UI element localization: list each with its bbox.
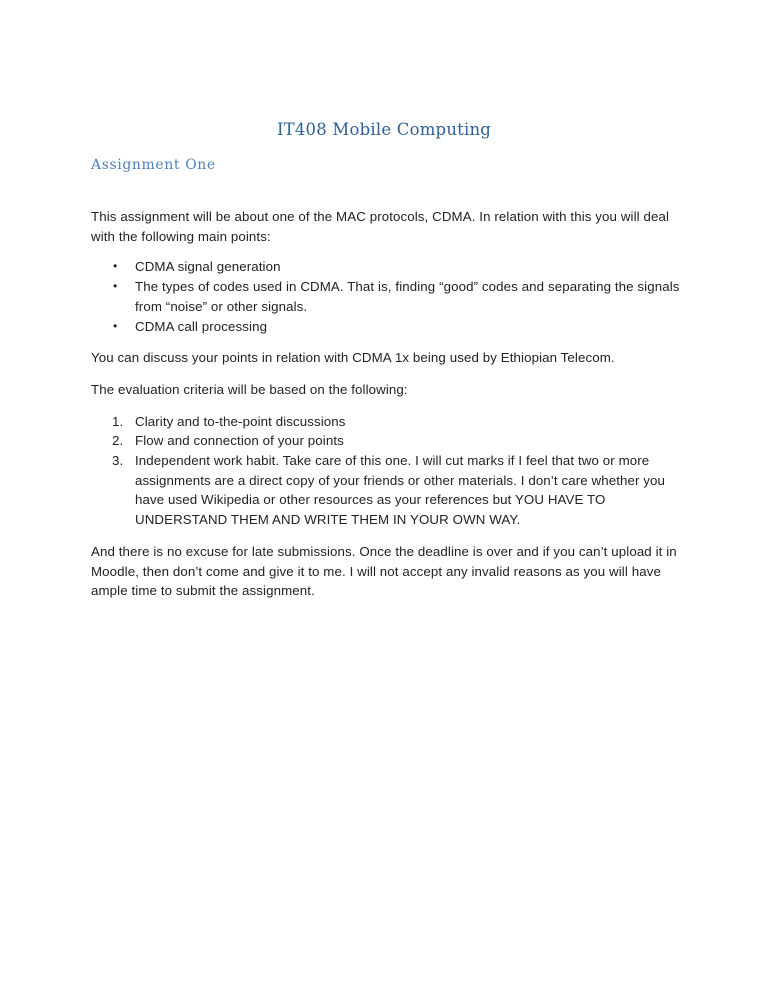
document-body [91,207,681,601]
criteria-text: Clarity and to-the-point discussions [135,413,346,429]
criteria-text: Independent work habit. Take care of this one. I will cut marks if I feel that two or more assignments are a direct copy of your friends or other materials. I don’t care whether you have used Wikipedia or other resources as your references but YOU HAVE TO UNDERSTAND THEM AND WRITE THEM IN YOUR OWN WAY. [135,453,666,528]
closing-paragraph: And there is no excuse for late submissions. Once the deadline is over and if you can’t upload it in Moodle, then don’t come and give it to me. I will not accept any invalid reasons as you will have ample time to submit the assignment. [91,543,677,599]
intro-paragraph: This assignment will be about one of the MAC protocols, CDMA. In relation with this you will deal with the following main points: [91,209,670,244]
criteria-number: 2. [112,433,124,449]
topic-text: The types of codes used in CDMA. That is, finding “good” codes and separating the signals from “noise” or other signals. [135,279,680,314]
topics-list [91,257,681,336]
bullet-marker: • [113,259,118,274]
bullet-marker: • [113,279,118,294]
criteria-list [91,412,681,530]
topic-text: CDMA call processing [135,318,268,334]
topic-text: CDMA signal generation [135,259,281,275]
context-paragraph: You can discuss your points in relation with CDMA 1x being used by Ethiopian Telecom. [91,350,615,366]
criteria-item [91,451,681,530]
criteria-number: 1. [112,413,124,429]
topic-item [91,317,681,337]
topic-item [91,257,681,277]
criteria-item [91,431,681,451]
criteria-text: Flow and connection of your points [135,433,344,449]
criteria-item [91,412,681,432]
bullet-marker: • [113,318,118,333]
document-title: IT408 Mobile Computing [276,120,492,139]
topic-item [91,277,681,316]
criteria-number: 3. [112,453,124,469]
criteria-intro-paragraph: The evaluation criteria will be based on the following: [91,381,408,397]
assignment-heading: Assignment One [91,157,216,173]
